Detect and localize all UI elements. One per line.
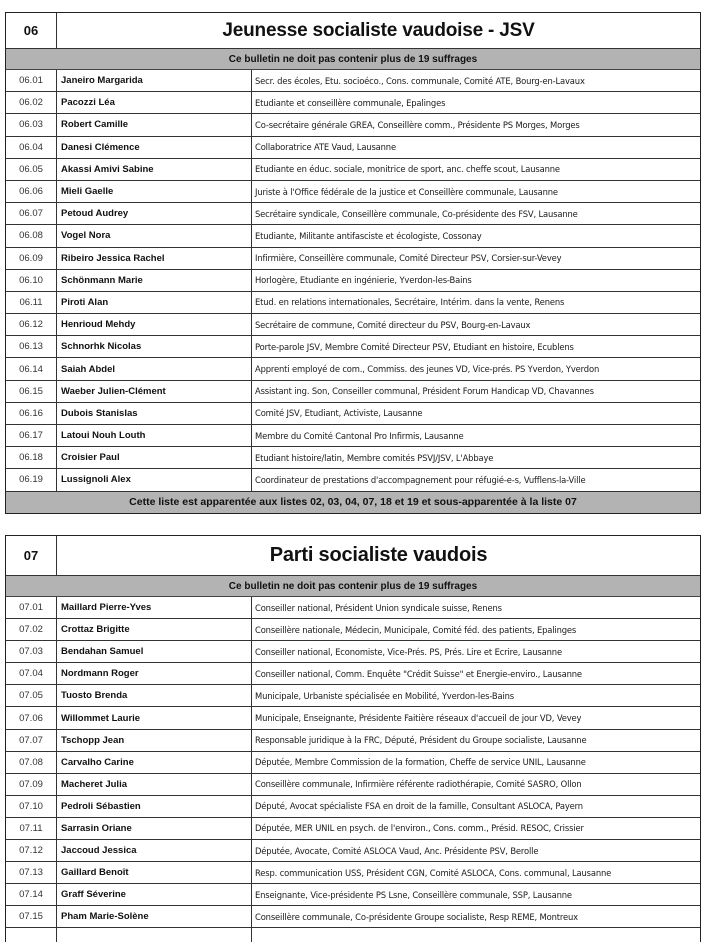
candidate-number: 07.14 xyxy=(6,884,57,905)
empty-cell xyxy=(6,928,57,942)
candidate-name: Maillard Pierre-Yves xyxy=(57,597,252,618)
candidate-number: 06.05 xyxy=(6,159,57,180)
candidate-name: Lussignoli Alex xyxy=(57,469,252,490)
candidate-description: Enseignante, Vice-présidente PS Lsne, Conseillère communale, SSP, Lausanne xyxy=(255,889,572,900)
candidate-number: 06.02 xyxy=(6,92,57,113)
candidate-number: 07.10 xyxy=(6,796,57,817)
candidate-number: 07.15 xyxy=(6,906,57,927)
candidate-number: 06.06 xyxy=(6,181,57,202)
list-title: Jeunesse socialiste vaudoise - JSV xyxy=(222,19,535,41)
empty-cell xyxy=(252,928,700,942)
candidate-number: 06.09 xyxy=(6,248,57,269)
table-row xyxy=(6,774,700,796)
candidate-description: Député, Avocat spécialiste FSA en droit de la famille, Consultant ASLOCA, Payern xyxy=(255,801,583,812)
candidate-description: Horlogère, Etudiante en ingénierie, Yverdon-les-Bains xyxy=(255,275,472,286)
candidate-description: Etudiant histoire/latin, Membre comités PSVJ/JSV, L'Abbaye xyxy=(255,452,494,463)
candidate-description: Collaboratrice ATE Vaud, Lausanne xyxy=(255,142,396,153)
candidate-description: Responsable juridique à la FRC, Député, Président du Groupe socialiste, Lausanne xyxy=(255,735,587,746)
empty-cell xyxy=(57,928,252,942)
candidate-name: Crottaz Brigitte xyxy=(57,619,252,640)
candidate-rows xyxy=(6,70,700,492)
table-row xyxy=(6,862,700,884)
candidate-rows xyxy=(6,597,700,942)
candidate-description: Conseiller national, Economiste, Vice-Prés. PS, Prés. Lire et Ecrire, Lausanne xyxy=(255,646,562,657)
candidate-number: 07.11 xyxy=(6,818,57,839)
table-row xyxy=(6,92,700,114)
candidate-list-07 xyxy=(5,535,701,942)
table-row xyxy=(6,752,700,774)
candidate-description: Etudiante et conseillère communale, Epalinges xyxy=(255,97,446,108)
candidate-name: Henrioud Mehdy xyxy=(57,314,252,335)
candidate-number: 06.03 xyxy=(6,114,57,135)
candidate-name: Carvalho Carine xyxy=(57,752,252,773)
candidate-description: Porte-parole JSV, Membre Comité Directeur PSV, Etudiant en histoire, Ecublens xyxy=(255,341,574,352)
candidate-description: Conseillère communale, Co-présidente Groupe socialiste, Resp REME, Montreux xyxy=(255,911,578,922)
candidate-number: 07.13 xyxy=(6,862,57,883)
candidate-description: Co-secrétaire générale GREA, Conseillère comm., Présidente PS Morges, Morges xyxy=(255,119,580,130)
candidate-description: Resp. communication USS, Président CGN, Comité ASLOCA, Cons. communal, Lausanne xyxy=(255,867,612,878)
list-header xyxy=(6,13,700,49)
table-row xyxy=(6,447,700,469)
table-row xyxy=(6,314,700,336)
table-row xyxy=(6,270,700,292)
candidate-description: Coordinateur de prestations d'accompagnement pour réfugié-e-s, Vufflens-la-Ville xyxy=(255,474,586,485)
candidate-name: Waeber Julien-Clément xyxy=(57,381,252,402)
table-row xyxy=(6,358,700,380)
candidate-number: 06.17 xyxy=(6,425,57,446)
candidate-name: Saiah Abdel xyxy=(57,358,252,379)
table-row xyxy=(6,619,700,641)
table-row xyxy=(6,248,700,270)
candidate-name: Piroti Alan xyxy=(57,292,252,313)
candidate-description: Députée, MER UNIL en psych. de l'environ., Cons. comm., Présid. RESOC, Crissier xyxy=(255,823,584,834)
table-row xyxy=(6,840,700,862)
candidate-name: Gaillard Benoît xyxy=(57,862,252,883)
table-row xyxy=(6,203,700,225)
candidate-number: 06.14 xyxy=(6,358,57,379)
table-row-truncated xyxy=(6,928,700,942)
candidate-description: Municipale, Urbaniste spécialisée en Mobilité, Yverdon-les-Bains xyxy=(255,690,515,701)
candidate-number: 07.08 xyxy=(6,752,57,773)
candidate-number: 07.02 xyxy=(6,619,57,640)
list-number: 07 xyxy=(6,536,57,575)
candidate-description: Etudiante, Militante antifasciste et écologiste, Cossonay xyxy=(255,230,482,241)
candidate-number: 06.04 xyxy=(6,137,57,158)
candidate-name: Tuosto Brenda xyxy=(57,685,252,706)
table-row xyxy=(6,884,700,906)
candidate-list-06 xyxy=(5,12,701,514)
table-row xyxy=(6,403,700,425)
candidate-number: 06.11 xyxy=(6,292,57,313)
candidate-description: Assistant ing. Son, Conseiller communal, Président Forum Handicap VD, Chavannes xyxy=(255,386,594,397)
candidate-name: Janeiro Margarida xyxy=(57,70,252,91)
candidate-name: Tschopp Jean xyxy=(57,730,252,751)
candidate-number: 07.01 xyxy=(6,597,57,618)
candidate-number: 06.01 xyxy=(6,70,57,91)
table-row xyxy=(6,469,700,491)
candidate-name: Dubois Stanislas xyxy=(57,403,252,424)
candidate-number: 06.13 xyxy=(6,336,57,357)
candidate-name: Pedroli Sébastien xyxy=(57,796,252,817)
list-number: 06 xyxy=(6,13,57,48)
candidate-name: Bendahan Samuel xyxy=(57,641,252,662)
candidate-name: Petoud Audrey xyxy=(57,203,252,224)
candidate-name: Jaccoud Jessica xyxy=(57,840,252,861)
candidate-name: Macheret Julia xyxy=(57,774,252,795)
candidate-description: Juriste à l'Office fédérale de la justice et Conseillère communale, Lausanne xyxy=(255,186,558,197)
candidate-description: Infirmière, Conseillère communale, Comité Directeur PSV, Corsier-sur-Vevey xyxy=(255,253,562,264)
candidate-description: Etud. en relations internationales, Secrétaire, Intérim. dans la vente, Renens xyxy=(255,297,565,308)
table-row xyxy=(6,730,700,752)
candidate-number: 06.16 xyxy=(6,403,57,424)
candidate-name: Pacozzi Léa xyxy=(57,92,252,113)
candidate-description: Conseiller national, Président Union syndicale suisse, Renens xyxy=(255,602,502,613)
candidate-description: Membre du Comité Cantonal Pro Infirmis, Lausanne xyxy=(255,430,464,441)
table-row xyxy=(6,137,700,159)
table-row xyxy=(6,381,700,403)
candidate-number: 06.12 xyxy=(6,314,57,335)
candidate-name: Schönmann Marie xyxy=(57,270,252,291)
candidate-number: 06.18 xyxy=(6,447,57,468)
table-row xyxy=(6,292,700,314)
candidate-description: Députée, Avocate, Comité ASLOCA Vaud, Anc. Présidente PSV, Berolle xyxy=(255,845,539,856)
list-header xyxy=(6,536,700,576)
candidate-name: Croisier Paul xyxy=(57,447,252,468)
candidate-name: Mieli Gaelle xyxy=(57,181,252,202)
suffrage-notice: Ce bulletin ne doit pas contenir plus de 19 suffrages xyxy=(6,49,700,70)
list-title: Parti socialiste vaudois xyxy=(269,544,488,566)
candidate-name: Ribeiro Jessica Rachel xyxy=(57,248,252,269)
apparentement-footer: Cette liste est apparentée aux listes 02, 03, 04, 07, 18 et 19 et sous-apparentée à la liste 07 xyxy=(6,492,700,513)
candidate-number: 07.03 xyxy=(6,641,57,662)
table-row xyxy=(6,685,700,707)
table-row xyxy=(6,641,700,663)
candidate-name: Vogel Nora xyxy=(57,225,252,246)
candidate-description: Conseiller national, Comm. Enquête "Crédit Suisse" et Energie-enviro., Lausanne xyxy=(255,668,582,679)
candidate-description: Etudiante en éduc. sociale, monitrice de sport, anc. cheffe scout, Lausanne xyxy=(255,164,560,175)
candidate-name: Akassi Amivi Sabine xyxy=(57,159,252,180)
table-row xyxy=(6,707,700,729)
table-row xyxy=(6,70,700,92)
candidate-description: Députée, Membre Commission de la formation, Cheffe de service UNIL, Lausanne xyxy=(255,757,586,768)
candidate-description: Apprenti employé de com., Commiss. des jeunes VD, Vice-prés. PS Yverdon, Yverdon xyxy=(255,364,600,375)
candidate-name: Robert Camille xyxy=(57,114,252,135)
table-row xyxy=(6,425,700,447)
candidate-name: Pham Marie-Solène xyxy=(57,906,252,927)
table-row xyxy=(6,336,700,358)
candidate-number: 06.10 xyxy=(6,270,57,291)
table-row xyxy=(6,818,700,840)
candidate-name: Sarrasin Oriane xyxy=(57,818,252,839)
candidate-description: Municipale, Enseignante, Présidente Faitière réseaux d'accueil de jour VD, Vevey xyxy=(255,713,582,724)
candidate-description: Secr. des écoles, Etu. socioéco., Cons. communale, Comité ATE, Bourg-en-Lavaux xyxy=(255,75,585,86)
candidate-name: Latoui Nouh Louth xyxy=(57,425,252,446)
candidate-name: Willommet Laurie xyxy=(57,707,252,728)
candidate-description: Secrétaire de commune, Comité directeur du PSV, Bourg-en-Lavaux xyxy=(255,319,531,330)
table-row xyxy=(6,597,700,619)
candidate-number: 07.04 xyxy=(6,663,57,684)
candidate-name: Graff Séverine xyxy=(57,884,252,905)
candidate-name: Danesi Clémence xyxy=(57,137,252,158)
table-row xyxy=(6,181,700,203)
candidate-number: 07.05 xyxy=(6,685,57,706)
table-row xyxy=(6,159,700,181)
table-row xyxy=(6,796,700,818)
candidate-number: 07.06 xyxy=(6,707,57,728)
candidate-name: Nordmann Roger xyxy=(57,663,252,684)
candidate-number: 06.15 xyxy=(6,381,57,402)
candidate-description: Conseillère communale, Infirmière référente radiothérapie, Comité SASRO, Ollon xyxy=(255,779,582,790)
candidate-number: 07.12 xyxy=(6,840,57,861)
candidate-number: 07.09 xyxy=(6,774,57,795)
table-row xyxy=(6,663,700,685)
candidate-description: Secrétaire syndicale, Conseillère communale, Co-présidente des FSV, Lausanne xyxy=(255,208,578,219)
candidate-description: Conseillère nationale, Médecin, Municipale, Comité féd. des patients, Epalinges xyxy=(255,624,577,635)
candidate-name: Schnorhk Nicolas xyxy=(57,336,252,357)
candidate-number: 07.07 xyxy=(6,730,57,751)
candidate-number: 06.19 xyxy=(6,469,57,490)
table-row xyxy=(6,225,700,247)
candidate-number: 06.08 xyxy=(6,225,57,246)
suffrage-notice: Ce bulletin ne doit pas contenir plus de 19 suffrages xyxy=(6,576,700,597)
table-row xyxy=(6,114,700,136)
table-row xyxy=(6,906,700,928)
candidate-description: Comité JSV, Etudiant, Activiste, Lausanne xyxy=(255,408,423,419)
candidate-number: 06.07 xyxy=(6,203,57,224)
